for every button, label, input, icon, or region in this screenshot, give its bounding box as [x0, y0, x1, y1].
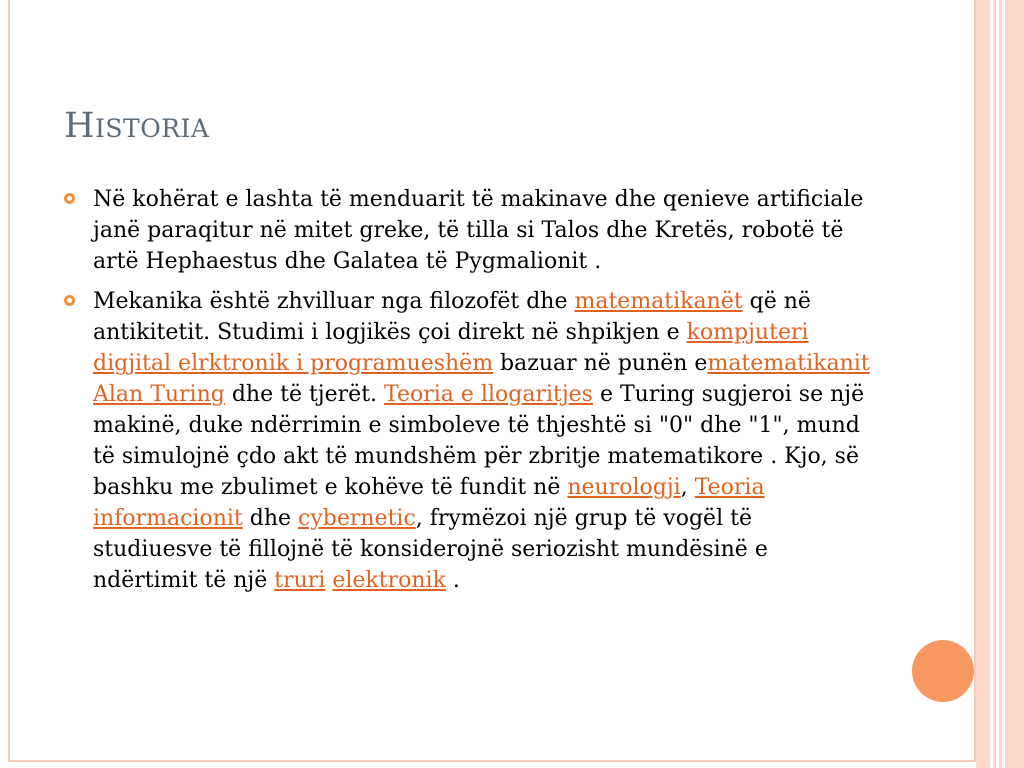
- decorative-circle: [912, 640, 974, 702]
- bullet-text: ,: [680, 475, 695, 500]
- hyperlink[interactable]: elektronik: [332, 568, 446, 593]
- stripe: [976, 0, 990, 768]
- stripe: [1005, 0, 1024, 768]
- bullet-text: Mekanika është zhvilluar nga filozofët dhe: [93, 289, 575, 314]
- slide-title: Historia: [64, 106, 210, 146]
- bullet-text: dhe të tjerët.: [224, 382, 385, 407]
- hyperlink[interactable]: Teoria informacionit: [93, 475, 765, 531]
- hyperlink[interactable]: neurologji: [567, 475, 681, 500]
- bullet-text: Në kohërat e lashta të menduarit të makinave dhe qenieve artificiale janë paraqitur në mitet greke, të tilla si Talos dhe Kretës, robotë të artë Hephaestus dhe Galatea të Pygmalionit .: [93, 187, 864, 274]
- hyperlink[interactable]: Alan Turing: [93, 382, 225, 407]
- bullet-text: , frymëzoi një grup të vogël të studiuesve të fillojnë të konsiderojnë seriozisht mundësinë e ndërtimit të një: [93, 506, 768, 593]
- bullet-item: [64, 184, 870, 277]
- hyperlink[interactable]: matematikanit: [707, 351, 870, 376]
- bullet-list: [64, 184, 870, 605]
- stripe: [993, 0, 996, 768]
- hyperlink[interactable]: cybernetic: [298, 506, 416, 531]
- bullet-text: e Turing sugjeroi se një makinë, duke ndërrimin e simboleve të thjeshtë si "0" dhe "1", mund të simulojnë çdo akt të mundshëm për zbritje matematikore . Kjo, së bashku me zbulimet e kohëve të fundit në: [93, 382, 865, 500]
- bullet-circle-icon: [64, 193, 75, 204]
- bullet-circle-icon: [64, 295, 75, 306]
- hyperlink[interactable]: truri: [274, 568, 326, 593]
- stripe: [999, 0, 1002, 768]
- decorative-stripes: [976, 0, 1024, 768]
- bullet-text: që në antikitetit. Studimi i logjikës çoi direkt në shpikjen e: [93, 289, 811, 345]
- hyperlink[interactable]: matematikanët: [574, 289, 743, 314]
- hyperlink[interactable]: Teoria e llogaritjes: [384, 382, 593, 407]
- bullet-text: dhe: [242, 506, 299, 531]
- bullet-text: bazuar në punën e: [493, 351, 708, 376]
- hyperlink[interactable]: kompjuteri digjital elrktronik i programueshëm: [93, 320, 809, 376]
- bullet-item: [64, 286, 870, 596]
- bullet-text: .: [445, 568, 460, 593]
